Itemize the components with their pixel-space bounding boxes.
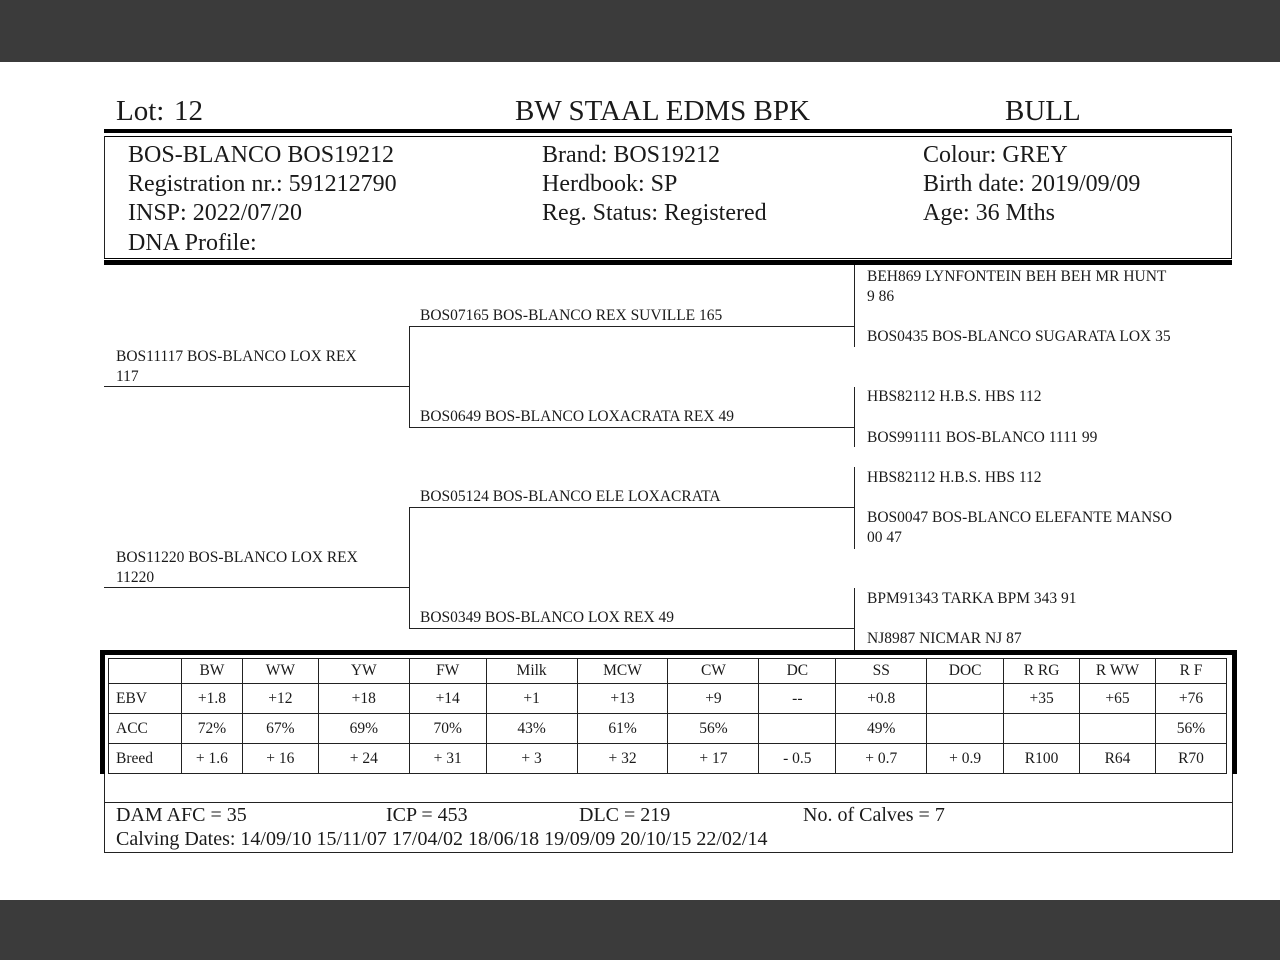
dlc: DLC = 219: [579, 804, 671, 826]
breed-cell: + 24: [318, 744, 409, 774]
ebv-header-cell: MCW: [577, 659, 668, 684]
ebv-cell: +1.8: [181, 684, 242, 714]
sire-branch: [409, 326, 410, 428]
ebv-header-row: [109, 659, 1227, 684]
pedigree-sheet: [0, 62, 1280, 900]
icp: ICP = 453: [386, 804, 468, 826]
header-rule-thin: [104, 136, 1232, 137]
ss-branch: [854, 265, 855, 347]
ebv-header-cell: SS: [836, 659, 927, 684]
acc-cell: 43%: [486, 714, 577, 744]
ebv-header-cell: DOC: [927, 659, 1004, 684]
no-of-calves: No. of Calves = 7: [803, 804, 945, 826]
seller-name: BW STAAL EDMS BPK: [515, 95, 810, 127]
breed-cell: + 3: [486, 744, 577, 774]
brand: Brand: BOS19212: [542, 142, 721, 168]
birth-date: Birth date: 2019/09/09: [923, 171, 1141, 197]
ebv-cell: --: [759, 684, 836, 714]
dam-dam: BOS0349 BOS-BLANCO LOX REX 49: [420, 609, 675, 626]
dam-branch: [409, 507, 410, 629]
dsd-cont: 00 47: [867, 529, 902, 546]
acc-row: [109, 714, 1227, 744]
breed-cell: + 0.7: [836, 744, 927, 774]
ebv-header-cell: WW: [242, 659, 318, 684]
insp-date: INSP: 2022/07/20: [128, 200, 303, 226]
lot-number: 12: [174, 95, 203, 127]
info-rule-thin: [104, 258, 1232, 259]
ebv-cell: +14: [409, 684, 486, 714]
sex-label: BULL: [1005, 95, 1081, 127]
acc-cell: 72%: [181, 714, 242, 744]
ebv-header-cell: BW: [181, 659, 242, 684]
ebv-frame-left: [100, 650, 105, 774]
ebv-frame-right: [1232, 650, 1237, 774]
acc-cell: 61%: [577, 714, 668, 744]
info-border-right: [1231, 136, 1232, 258]
calving-dates: Calving Dates: 14/09/10 15/11/07 17/04/02 18/06/18 19/09/09 20/10/15 22/02/14: [116, 828, 768, 850]
breed-cell: + 32: [577, 744, 668, 774]
sire-line: [104, 386, 410, 387]
animal-name: BOS-BLANCO BOS19212: [128, 142, 395, 168]
acc-cell: 56%: [1155, 714, 1226, 744]
ebv-header-cell: Milk: [486, 659, 577, 684]
breed-cell: + 17: [668, 744, 759, 774]
acc-cell: [759, 714, 836, 744]
age: Age: 36 Mths: [923, 200, 1055, 226]
ds-branch: [854, 467, 855, 549]
dam-sire: BOS05124 BOS-BLANCO ELE LOXACRATA: [420, 488, 721, 505]
sd-line: [409, 427, 855, 428]
breed-cell: + 16: [242, 744, 318, 774]
dsd: BOS0047 BOS-BLANCO ELEFANTE MANSO: [867, 509, 1172, 526]
herdbook: Herdbook: SP: [542, 171, 678, 197]
ebv-cell: +1: [486, 684, 577, 714]
acc-cell: [1004, 714, 1080, 744]
ebv-header-cell: FW: [409, 659, 486, 684]
breed-row-label: Breed: [109, 744, 182, 774]
sire-name: BOS11117 BOS-BLANCO LOX REX: [116, 348, 357, 365]
ebv-cell: +13: [577, 684, 668, 714]
acc-cell: 69%: [318, 714, 409, 744]
breed-cell: + 31: [409, 744, 486, 774]
dds: BPM91343 TARKA BPM 343 91: [867, 590, 1077, 607]
ebv-cell: +9: [668, 684, 759, 714]
dss: HBS82112 H.B.S. HBS 112: [867, 469, 1042, 486]
ebv-header-cell: R F: [1155, 659, 1226, 684]
acc-cell: [1080, 714, 1156, 744]
breed-cell: R100: [1004, 744, 1080, 774]
ds-line: [409, 507, 855, 508]
acc-row-label: ACC: [109, 714, 182, 744]
sd-branch: [854, 387, 855, 447]
ddd: NJ8987 NICMAR NJ 87: [867, 630, 1022, 647]
info-rule: [104, 260, 1232, 265]
dd-line: [409, 628, 855, 629]
breed-cell: R64: [1080, 744, 1156, 774]
sss: BEH869 LYNFONTEIN BEH BEH MR HUNT: [867, 268, 1167, 285]
sire-dam: BOS0649 BOS-BLANCO LOXACRATA REX 49: [420, 408, 734, 425]
dam-afc: DAM AFC = 35: [116, 804, 247, 826]
sdd: BOS991111 BOS-BLANCO 1111 99: [867, 429, 1098, 446]
dam-name: BOS11220 BOS-BLANCO LOX REX: [116, 549, 358, 566]
ssd: BOS0435 BOS-BLANCO SUGARATA LOX 35: [867, 328, 1171, 345]
ebv-cell: [927, 684, 1004, 714]
ebv-row: [109, 684, 1227, 714]
ebv-table: [108, 658, 1227, 774]
ebv-cell: +18: [318, 684, 409, 714]
ebv-cell: +12: [242, 684, 318, 714]
ebv-header-cell: CW: [668, 659, 759, 684]
sss-cont: 9 86: [867, 288, 895, 305]
sire-sire: BOS07165 BOS-BLANCO REX SUVILLE 165: [420, 307, 723, 324]
acc-cell: 56%: [668, 714, 759, 744]
breed-cell: + 1.6: [181, 744, 242, 774]
ebv-header-cell: R WW: [1080, 659, 1156, 684]
ebv-cell: +65: [1080, 684, 1156, 714]
footer-divider: [104, 802, 1232, 803]
ebv-frame-top: [100, 650, 1237, 655]
lot-label: Lot:: [116, 95, 165, 127]
registration-number: Registration nr.: 591212790: [128, 171, 397, 197]
ebv-cell: +76: [1155, 684, 1226, 714]
acc-cell: [927, 714, 1004, 744]
ebv-header-cell: [109, 659, 182, 684]
ss-line: [409, 326, 855, 327]
ebv-cell: +35: [1004, 684, 1080, 714]
reg-status: Reg. Status: Registered: [542, 200, 767, 226]
sds: HBS82112 H.B.S. HBS 112: [867, 388, 1042, 405]
breed-cell: - 0.5: [759, 744, 836, 774]
ebv-header-cell: R RG: [1004, 659, 1080, 684]
acc-cell: 70%: [409, 714, 486, 744]
dam-name-cont: 11220: [116, 569, 155, 586]
breed-cell: R70: [1155, 744, 1226, 774]
breed-cell: + 0.9: [927, 744, 1004, 774]
acc-cell: 49%: [836, 714, 927, 744]
colour: Colour: GREY: [923, 142, 1068, 168]
header-rule: [104, 129, 1232, 133]
ebv-header-cell: YW: [318, 659, 409, 684]
sire-name-cont: 117: [116, 368, 139, 385]
info-border-left: [104, 136, 105, 258]
dd-branch: [854, 588, 855, 650]
acc-cell: 67%: [242, 714, 318, 744]
ebv-header-cell: DC: [759, 659, 836, 684]
breed-row: [109, 744, 1227, 774]
ebv-row-label: EBV: [109, 684, 182, 714]
ebv-cell: +0.8: [836, 684, 927, 714]
dna-profile: DNA Profile:: [128, 230, 257, 256]
